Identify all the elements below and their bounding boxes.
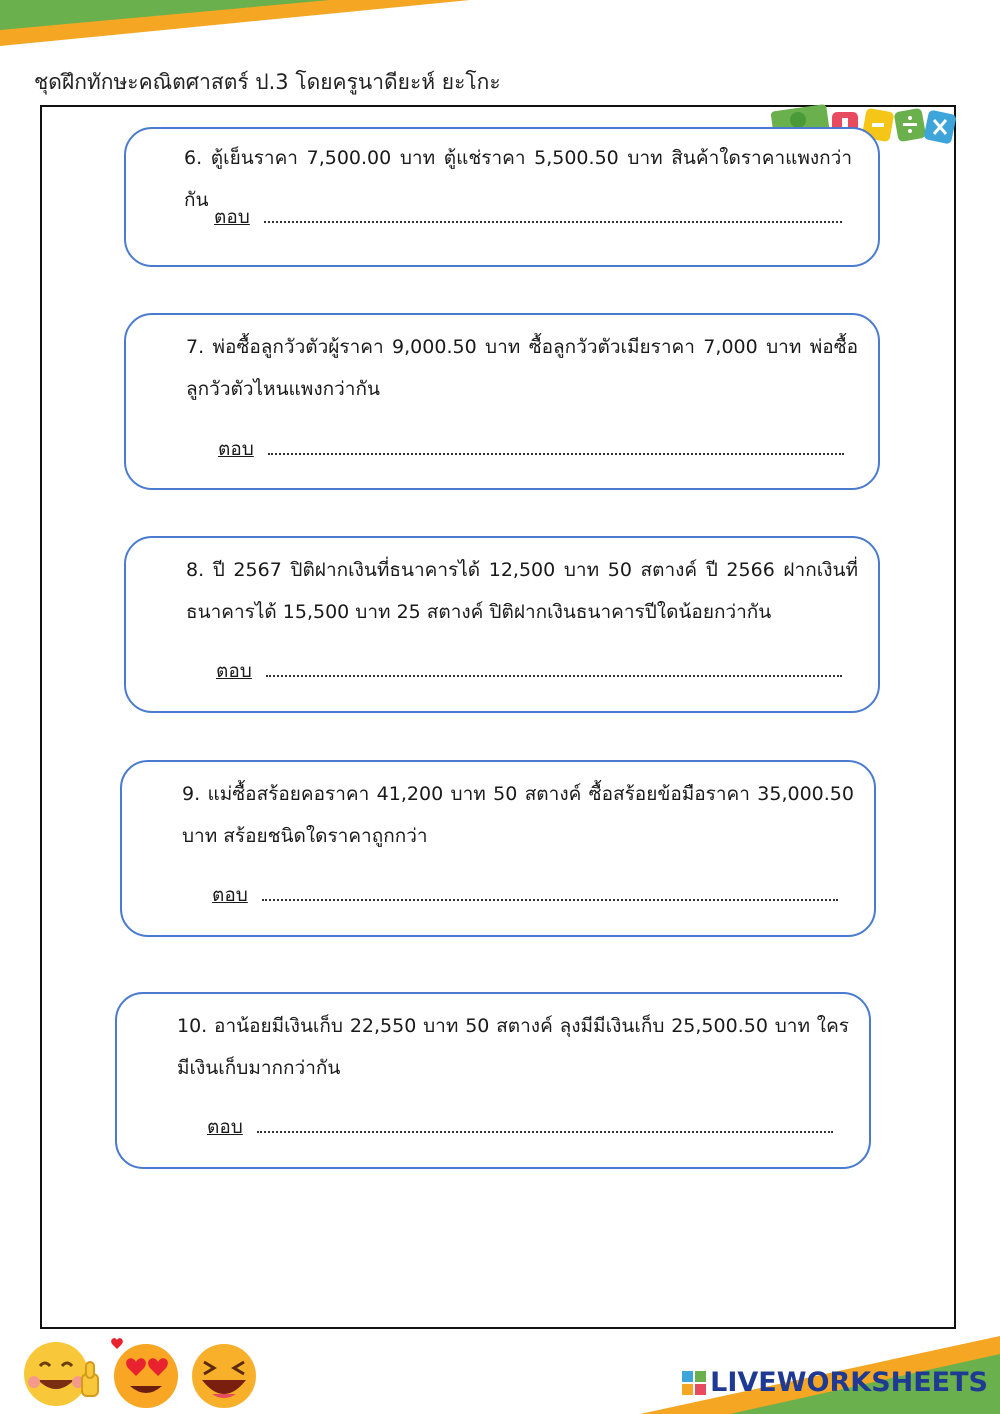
- answer-label: ตอบ: [214, 206, 250, 228]
- answer-label: ตอบ: [218, 438, 254, 460]
- question-text-10: 10. อาน้อยมีเงินเก็บ 22,550 บาท 50 สตางค์ ลุงมีมีเงินเก็บ 25,500.50 บาท ใครมีเงินเก็บมากกว่ากัน: [177, 1015, 849, 1079]
- question-text-8: 8. ปี 2567 ปิติฝากเงินที่ธนาคารได้ 12,500 บาท 50 สตางค์ ปี 2566 ฝากเงินที่ธนาคารได้ 15,500 บาท 25 สตางค์ ปิติฝากเงินธนาคารปีใดน้อยกว่ากัน: [186, 559, 858, 623]
- question-text-6: 6. ตู้เย็นราคา 7,500.00 บาท ตู้แช่ราคา 5,500.50 บาท สินค้าใดราคาแพงกว่ากัน: [184, 147, 852, 211]
- answer-row-9[interactable]: [212, 880, 838, 910]
- answer-input-line[interactable]: [262, 885, 838, 901]
- brand-name: LIVEWORKSHEETS: [710, 1367, 988, 1398]
- question-text-7: 7. พ่อซื้อลูกวัวตัวผู้ราคา 9,000.50 บาท ซื้อลูกวัวตัวเมียราคา 7,000 บาท พ่อซื้อลูกวัวตัวไหนแพงกว่ากัน: [186, 336, 858, 400]
- answer-input-line[interactable]: [264, 207, 842, 223]
- question-text-9: 9. แม่ซื้อสร้อยคอราคา 41,200 บาท 50 สตางค์ ซื้อสร้อยข้อมือราคา 35,000.50 บาท สร้อยชนิดใดราคาถูกกว่า: [182, 783, 854, 847]
- page-title: ชุดฝึกทักษะคณิตศาสตร์ ป.3 โดยครูนาดียะห์ ยะโกะ: [34, 70, 501, 94]
- thumbs-up-emoji-icon: [20, 1338, 106, 1408]
- heart-eyes-emoji-icon: [106, 1334, 186, 1410]
- liveworksheets-logo-icon: [682, 1371, 706, 1395]
- answer-input-line[interactable]: [257, 1117, 833, 1133]
- answer-row-10[interactable]: [207, 1112, 833, 1142]
- brand-logo: [682, 1367, 988, 1398]
- answer-label: ตอบ: [212, 884, 248, 906]
- answer-row-7[interactable]: [218, 434, 844, 464]
- answer-label: ตอบ: [216, 660, 252, 682]
- laughing-emoji-icon: [184, 1338, 264, 1410]
- answer-label: ตอบ: [207, 1116, 243, 1138]
- answer-row-6[interactable]: [214, 202, 842, 232]
- answer-row-8[interactable]: [216, 656, 842, 686]
- answer-input-line[interactable]: [268, 439, 844, 455]
- top-stripe-decoration: [0, 0, 480, 50]
- answer-input-line[interactable]: [266, 661, 842, 677]
